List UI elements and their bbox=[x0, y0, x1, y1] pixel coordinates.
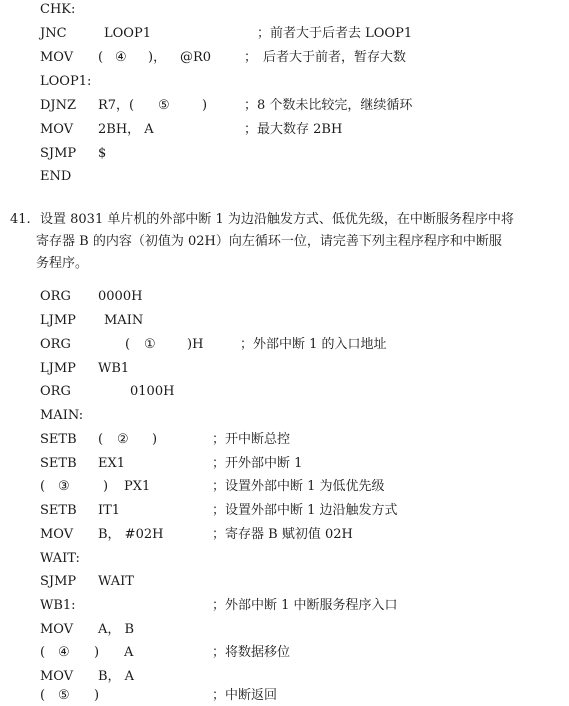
operand: LOOP1 bbox=[104, 26, 151, 41]
comment: ；开中断总控 bbox=[212, 432, 291, 447]
code-line-djnz bbox=[0, 96, 569, 116]
operand: A bbox=[124, 645, 134, 660]
operand: A， B bbox=[98, 622, 135, 637]
code-line-sjmp bbox=[0, 144, 569, 164]
paren-open: ( bbox=[98, 432, 104, 447]
question-41-number: 41. bbox=[10, 212, 31, 227]
paren-close: ) bbox=[94, 688, 100, 703]
opcode: ORG bbox=[40, 384, 71, 399]
blank-3: ③ bbox=[58, 479, 70, 494]
operand: 0100H bbox=[130, 384, 175, 399]
code-line-blank5 bbox=[0, 686, 569, 706]
code-line-blank3 bbox=[0, 477, 569, 497]
opcode: DJNZ bbox=[40, 98, 77, 113]
comment: ；设置外部中断 1 为低优先级 bbox=[212, 479, 385, 494]
code-line-org2 bbox=[0, 335, 569, 355]
question-line: 务程序。 bbox=[36, 256, 89, 271]
blank-4: ④ bbox=[58, 645, 70, 660]
paren-close: ) bbox=[202, 98, 208, 113]
code-line-jnc bbox=[0, 24, 569, 44]
code-line-ljmp2 bbox=[0, 359, 569, 379]
opcode: SJMP bbox=[40, 146, 77, 161]
operand: @R0 bbox=[180, 50, 212, 65]
code-line-org1 bbox=[0, 287, 569, 307]
opcode: MOV bbox=[40, 122, 74, 137]
code-line-blank4 bbox=[0, 643, 569, 663]
opcode: MOV bbox=[40, 527, 74, 542]
code-line-setb3 bbox=[0, 501, 569, 521]
opcode: LJMP bbox=[40, 313, 76, 328]
comment: ；寄存器 B 赋初值 02H bbox=[212, 527, 353, 542]
operand: B， #02H bbox=[98, 527, 164, 542]
code-line-wait bbox=[0, 549, 569, 569]
code-line-mov4 bbox=[0, 620, 569, 640]
code-line-ljmp1 bbox=[0, 311, 569, 331]
paren-open: ( bbox=[40, 645, 46, 660]
code-line-setb2 bbox=[0, 454, 569, 474]
opcode: MOV bbox=[40, 50, 74, 65]
paren-close: ) bbox=[152, 432, 158, 447]
operand: 2BH， A bbox=[98, 122, 154, 137]
comment: ；8 个数未比较完，继续循环 bbox=[244, 98, 413, 113]
blank-5: ⑤ bbox=[158, 98, 170, 113]
paren-close: ) bbox=[103, 479, 109, 494]
operand: 0000H bbox=[98, 289, 143, 304]
opcode: LJMP bbox=[40, 361, 76, 376]
label-main: MAIN: bbox=[40, 408, 84, 423]
operand: B， A bbox=[98, 669, 135, 684]
operand: PX1 bbox=[124, 479, 151, 494]
operand: EX1 bbox=[98, 456, 126, 471]
paren-open: ( bbox=[40, 479, 46, 494]
label-wait: WAIT: bbox=[40, 551, 80, 566]
blank-2: ② bbox=[117, 432, 129, 447]
operand: R7，( bbox=[98, 98, 135, 113]
comment: 后者大于前者，暂存大数 bbox=[263, 50, 407, 65]
opcode: SETB bbox=[40, 432, 77, 447]
code-line-mov5 bbox=[0, 667, 569, 687]
blank-1: ① bbox=[144, 337, 156, 352]
opcode: MOV bbox=[40, 622, 74, 637]
operand: MAIN bbox=[104, 313, 144, 328]
blank-4: ④ bbox=[115, 50, 127, 65]
code-line-setb1 bbox=[0, 430, 569, 450]
comment: ；将数据移位 bbox=[212, 645, 291, 660]
code-line-loop1 bbox=[0, 72, 569, 92]
comment: ；中断返回 bbox=[212, 688, 278, 703]
opcode: SETB bbox=[40, 456, 77, 471]
opcode: ORG bbox=[40, 289, 71, 304]
code-line-wb1 bbox=[0, 596, 569, 616]
comment: ；前者大于后者去 LOOP1 bbox=[257, 26, 413, 41]
code-line-end bbox=[0, 167, 569, 187]
opcode: SJMP bbox=[40, 574, 77, 589]
operand: WAIT bbox=[98, 574, 134, 589]
comment: ；最大数存 2BH bbox=[244, 122, 343, 137]
comment: ；外部中断 1 中断服务程序入口 bbox=[212, 598, 398, 613]
paren-open: ( bbox=[125, 337, 131, 352]
code-line-mov3 bbox=[0, 525, 569, 545]
comment: ；开外部中断 1 bbox=[212, 456, 303, 471]
paren-open: ( bbox=[98, 50, 104, 65]
question-line: 设置 8031 单片机的外部中断 1 为边沿触发方式、低优先级，在中断服务程序中将 bbox=[40, 212, 514, 227]
label-wb1: WB1: bbox=[40, 598, 76, 613]
code-line-sjmp2 bbox=[0, 572, 569, 592]
opcode: JNC bbox=[40, 26, 67, 41]
opcode: END bbox=[40, 169, 72, 184]
code-line-mov1 bbox=[0, 48, 569, 68]
opcode: ORG bbox=[40, 337, 71, 352]
label-chk: CHK: bbox=[40, 2, 76, 17]
question-41-text bbox=[36, 209, 560, 275]
code-line-org3 bbox=[0, 382, 569, 402]
question-line: 寄存器 B 的内容（初值为 02H）向左循环一位，请完善下列主程序程序和中断服 bbox=[36, 234, 502, 249]
code-line-chk bbox=[0, 0, 569, 20]
paren-close: )H bbox=[187, 337, 204, 352]
comment: ；外部中断 1 的入口地址 bbox=[240, 337, 387, 352]
blank-5: ⑤ bbox=[58, 688, 70, 703]
operand: $ bbox=[98, 146, 107, 161]
opcode: SETB bbox=[40, 503, 77, 518]
code-line-mov2 bbox=[0, 120, 569, 140]
label-loop1: LOOP1: bbox=[40, 74, 92, 89]
opcode: MOV bbox=[40, 669, 74, 684]
comment: ；设置外部中断 1 边沿触发方式 bbox=[212, 503, 398, 518]
paren-open: ( bbox=[40, 688, 46, 703]
operand: IT1 bbox=[98, 503, 121, 518]
code-line-main bbox=[0, 406, 569, 426]
operand: WB1 bbox=[98, 361, 130, 376]
paren-close: ) bbox=[94, 645, 100, 660]
comment-semicolon: ； bbox=[244, 50, 258, 65]
paren-close: )， bbox=[148, 50, 167, 65]
